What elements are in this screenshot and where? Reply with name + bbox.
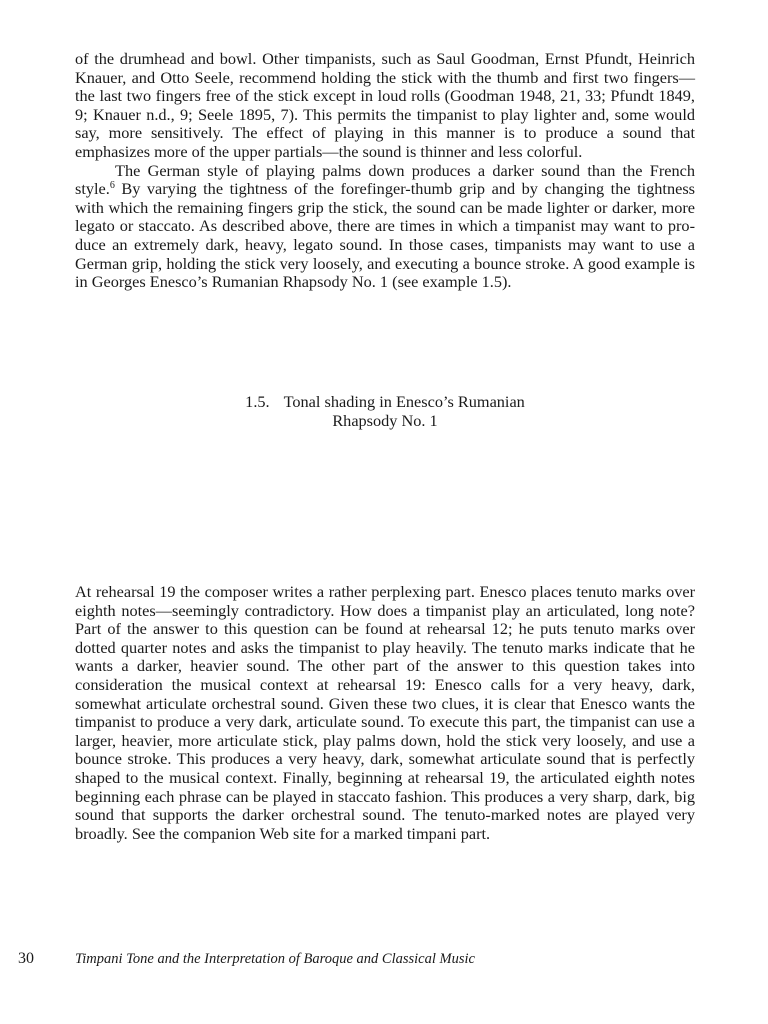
figure-blank-area [75, 440, 695, 570]
paragraph-german-style-lead: The German style of playing palms down produces a darker sound than the French style. [75, 160, 695, 199]
paragraph-rehearsal-19: At rehearsal 19 the composer writes a rather perplexing part. Enesco places tenuto marks over eighth notes—seemingly contradictory. How does a timpanist play an articulated, long note? Part of the answer to this question can be found at rehearsal 12; he puts tenuto marks over dotted quarter notes and asks the timpanist to play heavily. The tenuto marks indicate that he wants a darker, heavier sound. The other part of the answer to this question takes into consideration the musical context at rehearsal 19: Enesco calls for a very heavy, dark, somewhat articulate orchestral sound. Given these two clues, it is clear that Enesco wants the timpanist to produce a very dark, articulate sound. To execute this part, the timpanist can use a larger, heavier, more articulate stick, play palms down, hold the stick very loosely, and use a bounce stroke. This produces a very heavy, dark, somewhat articulate sound that is perfectly shaped to the musical context. Finally, beginning at rehearsal 19, the articulated eighth notes beginning each phrase can be played in staccato fashion. This produces a very sharp, dark, big sound that supports the darker orchestral sound. The tenuto-marked notes are played very broadly. See the companion Web site for a marked timpani part. [75, 582, 695, 843]
body-text-bottom [75, 583, 695, 843]
paragraph-german-style-rest: By varying the tightness of the forefinger-thumb grip and by changing the tightness with which the remaining fingers grip the stick, the sound can be made lighter or darker, more legato or staccato. As described above, there are times in which a timpanist may want to produce an extremely dark, heavy, legato sound. In those cases, timpanists may want to use a German grip, holding the stick very loosely, and executing a bounce stroke. A good example is in Georges Enesco’s Rumanian Rhapsody No. 1 (see example 1.5). [75, 179, 695, 292]
figure-caption-line-1 [75, 393, 695, 412]
figure-caption [75, 393, 695, 430]
page-footer [0, 950, 768, 974]
running-title: Timpani Tone and the Interpretation of Baroque and Classical Music [75, 951, 475, 967]
page-number: 30 [18, 950, 34, 967]
figure-caption-line-2: Rhapsody No. 1 [332, 410, 438, 430]
paragraph-german-style [75, 162, 695, 292]
paragraph-grip-techniques: of the drumhead and bowl. Other timpanists, such as Saul Goodman, Ernst Pfundt, Heinrich Knauer, and Otto Seele, recommend holding the stick with the thumb and first two fingers—the last two fingers free of the stick except in loud rolls (Goodman 1948, 21, 33; Pfundt 1849, 9; Knauer n.d., 9; Seele 1895, 7). This permits the timpanist to play lighter and, some would say, more sensitively. The effect of playing in this manner is to produce a sound that emphasizes more of the upper partials—the sound is thinner and less colorful. [75, 49, 695, 161]
figure-caption-text-1: Tonal shading in Enesco’s Rumanian [283, 392, 525, 411]
body-text-top [75, 50, 695, 292]
footnote-marker[interactable]: 6 [109, 180, 115, 192]
figure-number: 1.5. [245, 392, 270, 411]
